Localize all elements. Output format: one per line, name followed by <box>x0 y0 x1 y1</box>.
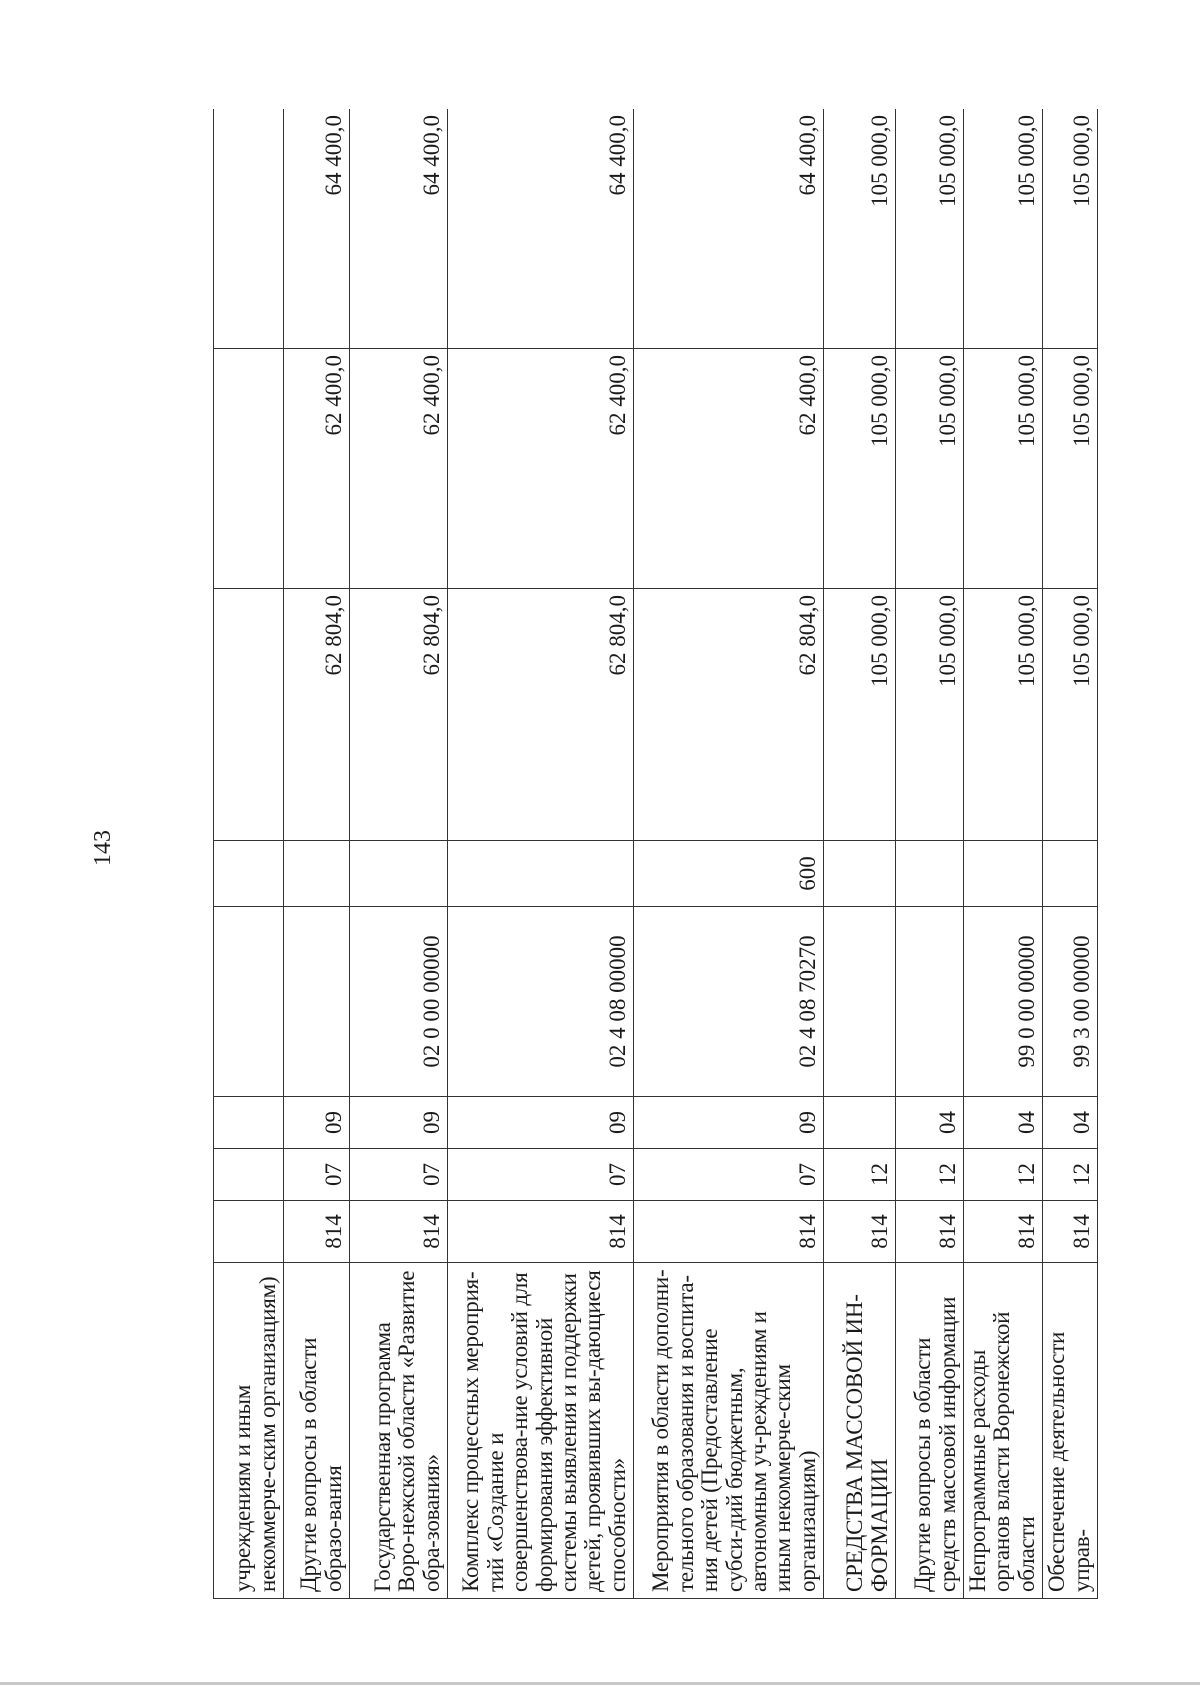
expense-type-code <box>896 841 964 907</box>
scan-edge-rule <box>0 1682 1200 1685</box>
target-article-code: 02 4 08 70270 <box>634 907 824 1097</box>
amount-year-3: 64 400,0 <box>284 109 350 349</box>
grbs-code: 814 <box>350 1201 448 1263</box>
table-row <box>350 109 448 1599</box>
item-name: Обеспечение деятельности управ- <box>1043 1263 1098 1599</box>
grbs-code: 814 <box>824 1201 896 1263</box>
target-article-code <box>214 907 284 1097</box>
expense-type-code <box>350 841 448 907</box>
grbs-code: 814 <box>634 1201 824 1263</box>
target-article-code: 02 4 08 00000 <box>448 907 634 1097</box>
item-name: учреждениям и иным некоммерче-ским организациям) <box>214 1263 284 1599</box>
table-row <box>284 109 350 1599</box>
amount-year-1: 62 804,0 <box>448 589 634 841</box>
table-row <box>824 109 896 1599</box>
amount-year-1: 105 000,0 <box>824 589 896 841</box>
amount-year-2: 62 400,0 <box>284 349 350 589</box>
amount-year-2: 105 000,0 <box>1043 349 1098 589</box>
item-name: Другие вопросы в области средств массовой информации <box>896 1263 964 1599</box>
expense-type-code <box>214 841 284 907</box>
amount-year-2: 62 400,0 <box>350 349 448 589</box>
item-name: Комплекс процессных мероприя-тий «Создание и совершенствова-ние условий для формирования эффективной системы выявления и поддержки детей, проявивших вы-дающиеся способности» <box>448 1263 634 1599</box>
amount-year-1: 62 804,0 <box>350 589 448 841</box>
target-article-code: 99 0 00 00000 <box>964 907 1043 1097</box>
expense-type-code: 600 <box>634 841 824 907</box>
amount-year-1: 105 000,0 <box>1043 589 1098 841</box>
subsection-code <box>214 1097 284 1149</box>
subsection-code: 09 <box>284 1097 350 1149</box>
amount-year-3: 105 000,0 <box>896 109 964 349</box>
amount-year-3: 105 000,0 <box>964 109 1043 349</box>
table-row <box>214 109 284 1599</box>
section-code: 12 <box>896 1149 964 1201</box>
subsection-code: 09 <box>448 1097 634 1149</box>
subsection-code: 09 <box>634 1097 824 1149</box>
expense-type-code <box>824 841 896 907</box>
subsection-code: 04 <box>964 1097 1043 1149</box>
table-row <box>448 109 634 1599</box>
section-code: 07 <box>350 1149 448 1201</box>
table-row <box>964 109 1043 1599</box>
table-row <box>1043 109 1098 1599</box>
amount-year-1: 62 804,0 <box>634 589 824 841</box>
expense-type-code <box>964 841 1043 907</box>
target-article-code: 02 0 00 00000 <box>350 907 448 1097</box>
target-article-code <box>824 907 896 1097</box>
grbs-code: 814 <box>896 1201 964 1263</box>
target-article-code: 99 3 00 00000 <box>1043 907 1098 1097</box>
section-code: 07 <box>634 1149 824 1201</box>
subsection-code: 04 <box>1043 1097 1098 1149</box>
table-body <box>214 109 1098 1599</box>
budget-table <box>213 109 1098 1599</box>
grbs-code: 814 <box>448 1201 634 1263</box>
item-name: СРЕДСТВА МАССОВОЙ ИН-ФОРМАЦИИ <box>824 1263 896 1599</box>
amount-year-2: 105 000,0 <box>964 349 1043 589</box>
item-name: Мероприятия в области дополни-тельного образования и воспита-ния детей (Предоставление субси-дий бюджетным, автономным уч-реждениям и иным некоммерче-ским организациям) <box>634 1263 824 1599</box>
section-code: 07 <box>448 1149 634 1201</box>
amount-year-3: 64 400,0 <box>634 109 824 349</box>
target-article-code <box>896 907 964 1097</box>
amount-year-2: 62 400,0 <box>448 349 634 589</box>
expense-type-code <box>1043 841 1098 907</box>
amount-year-2 <box>214 349 284 589</box>
item-name: Непрограммные расходы органов власти Воронежской области <box>964 1263 1043 1599</box>
section-code: 12 <box>824 1149 896 1201</box>
grbs-code: 814 <box>964 1201 1043 1263</box>
section-code: 07 <box>284 1149 350 1201</box>
budget-table-container <box>213 109 1123 1599</box>
item-name: Другие вопросы в области образо-вания <box>284 1263 350 1599</box>
section-code: 12 <box>964 1149 1043 1201</box>
subsection-code: 09 <box>350 1097 448 1149</box>
target-article-code <box>284 907 350 1097</box>
amount-year-3: 64 400,0 <box>350 109 448 349</box>
grbs-code: 814 <box>284 1201 350 1263</box>
amount-year-2: 105 000,0 <box>824 349 896 589</box>
table-row <box>634 109 824 1599</box>
amount-year-1: 105 000,0 <box>964 589 1043 841</box>
amount-year-1 <box>214 589 284 841</box>
expense-type-code <box>448 841 634 907</box>
table-row <box>896 109 964 1599</box>
amount-year-1: 105 000,0 <box>896 589 964 841</box>
rotated-table-frame <box>213 109 1123 1599</box>
amount-year-3 <box>214 109 284 349</box>
subsection-code <box>824 1097 896 1149</box>
section-code <box>214 1149 284 1201</box>
amount-year-3: 64 400,0 <box>448 109 634 349</box>
section-code: 12 <box>1043 1149 1098 1201</box>
page-number: 143 <box>90 830 116 866</box>
subsection-code: 04 <box>896 1097 964 1149</box>
amount-year-1: 62 804,0 <box>284 589 350 841</box>
grbs-code <box>214 1201 284 1263</box>
grbs-code: 814 <box>1043 1201 1098 1263</box>
amount-year-3: 105 000,0 <box>824 109 896 349</box>
amount-year-2: 62 400,0 <box>634 349 824 589</box>
amount-year-3: 105 000,0 <box>1043 109 1098 349</box>
amount-year-2: 105 000,0 <box>896 349 964 589</box>
expense-type-code <box>284 841 350 907</box>
item-name: Государственная программа Воро-нежской области «Развитие обра-зования» <box>350 1263 448 1599</box>
